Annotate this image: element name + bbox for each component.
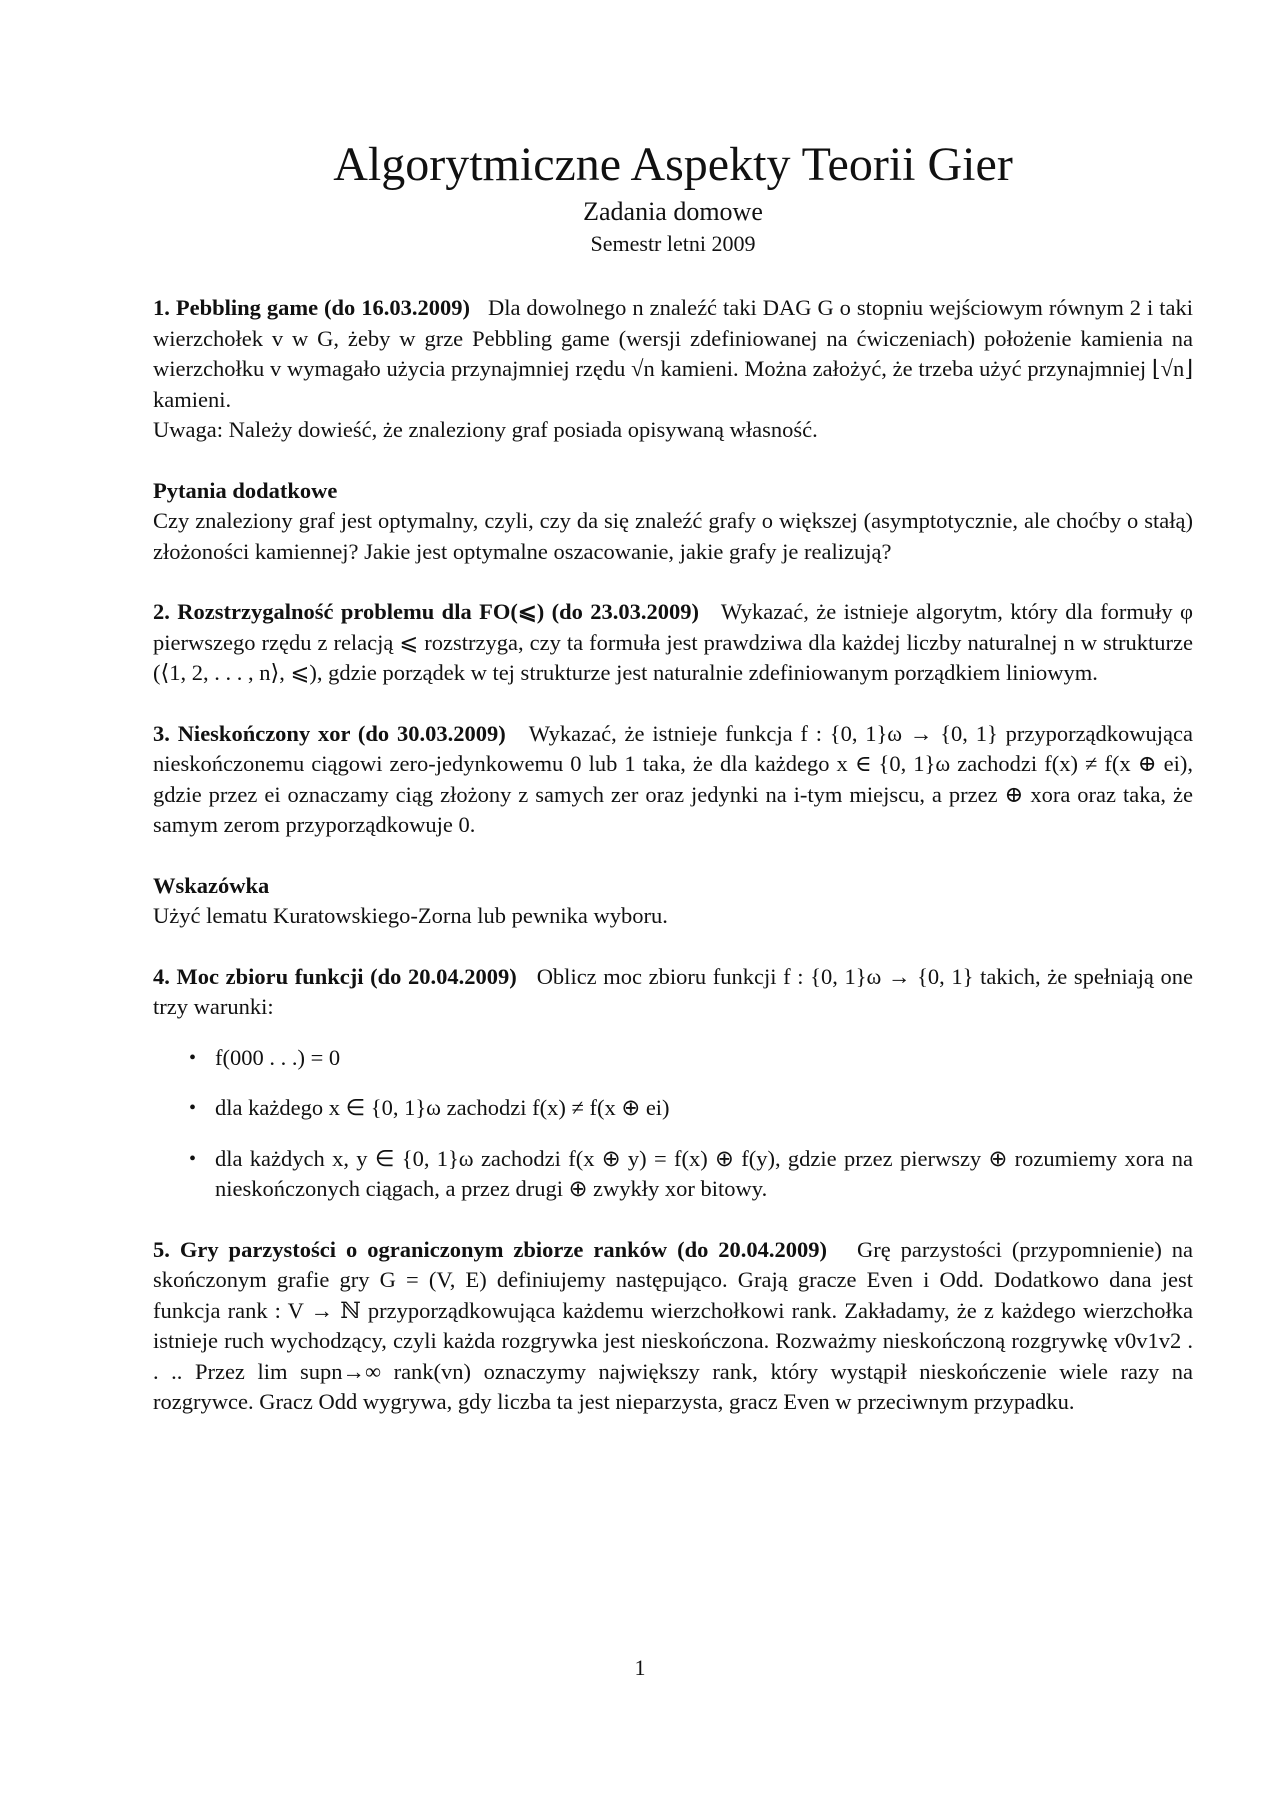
title-block bbox=[153, 135, 1193, 259]
hint-heading: Wskazówka bbox=[153, 872, 270, 898]
task-4-text: Oblicz moc zbioru funkcji f : {0, 1}ω → {0, 1} takich, że spełniają one trzy warunki: bbox=[153, 963, 1193, 1019]
document-page bbox=[153, 135, 1193, 1418]
task-4-conditions bbox=[153, 1043, 1193, 1205]
extra-questions bbox=[153, 476, 1193, 568]
task-1-text: Dla dowolnego n znaleźć taki DAG G o stopniu wejściowym równym 2 i taki wierzchołek v w G, żeby w grze Pebbling game (wersji zdefiniowanej na ćwiczeniach) położenie kamienia na wierzchołku v wymagało użycia przynajmniej rzędu √n kamieni. Można założyć, że trzeba użyć przynajmniej ⌊√n⌋ kamieni. bbox=[153, 295, 1193, 412]
task-1-paragraph bbox=[153, 293, 1193, 415]
task-1-heading: 1. Pebbling game (do 16.03.2009) bbox=[153, 295, 471, 320]
semester-line: Semestr letni 2009 bbox=[590, 231, 756, 256]
document-subtitle: Zadania domowe bbox=[583, 197, 763, 226]
hint bbox=[153, 871, 1193, 932]
document-title: Algorytmiczne Aspekty Teorii Gier bbox=[333, 138, 1013, 191]
task-4-paragraph bbox=[153, 962, 1193, 1023]
extra-questions-heading: Pytania dodatkowe bbox=[153, 477, 338, 503]
bullet-icon: • bbox=[189, 1147, 197, 1170]
task-1 bbox=[153, 293, 1193, 446]
list-item: • dla każdych x, y ∈ {0, 1}ω zachodzi f(x ⊕ y) = f(x) ⊕ f(y), gdzie przez pierwszy ⊕ rozumiemy xora na nieskończonych ciągach, a przez drugi ⊕ zwykły xor bitowy. bbox=[189, 1145, 1193, 1201]
task-3-heading: 3. Nieskończony xor (do 30.03.2009) bbox=[153, 720, 506, 746]
task-4-heading: 4. Moc zbioru funkcji (do 20.04.2009) bbox=[153, 963, 517, 989]
task-3 bbox=[153, 719, 1193, 841]
list-item: • f(000 . . .) = 0 bbox=[153, 1043, 1193, 1074]
bullet-icon: • bbox=[189, 1046, 197, 1069]
task-5 bbox=[153, 1235, 1193, 1418]
task-5-text: Grę parzystości (przypomnienie) na skończonym grafie gry G = (V, E) definiujemy następująco. Grają gracze Even i Odd. Dodatkowo dana jest funkcja rank : V → ℕ przyporządkowująca każdemu wierzchołkowi rank. Zakładamy, że z każdego wierzchołka istnieje ruch wychodzący, czyli każda rozgrywka jest nieskończona. Rozważmy nieskończoną rozgrywkę v0v1v2 . . .. Przez lim supn→∞ rank(vn) oznaczymy największy rank, który wystąpił nieskończenie wiele razy na rozgrywce. Gracz Odd wygrywa, gdy liczba ta jest nieparzysta, gracz Even w przeciwnym przypadku. bbox=[153, 1236, 1194, 1414]
task-2-text: Wykazać, że istnieje algorytm, który dla formuły φ pierwszego rzędu z relacją ⩽ rozstrzyga, czy ta formuła jest prawdziwa dla każdej liczby naturalnej n w strukturze (⟨1, 2, . . . , n⟩, ⩽), gdzie porządek w tej strukturze jest naturalnie zdefiniowanym porządkiem liniowym. bbox=[153, 599, 1194, 685]
task-1-note: Uwaga: Należy dowieść, że znaleziony graf posiada opisywaną własność. bbox=[153, 417, 818, 442]
task-3-paragraph bbox=[153, 719, 1193, 841]
page-number: 1 bbox=[634, 1655, 646, 1680]
task-2-heading: 2. Rozstrzygalność problemu dla FO(⩽) (do 23.03.2009) bbox=[153, 599, 700, 624]
task-2-paragraph bbox=[153, 597, 1193, 689]
task-4 bbox=[153, 962, 1193, 1205]
task-3-text: Wykazać, że istnieje funkcja f : {0, 1}ω → {0, 1} przyporządkowująca nieskończonemu ciągowi zero-jedynkowemu 0 lub 1 taka, że dla każdego x ∈ {0, 1}ω zachodzi f(x) ≠ f(x ⊕ ei), gdzie przez ei oznaczamy ciąg złożony z samych zer oraz jedynki na i-tym miejscu, a przez ⊕ xora oraz taka, że samym zerom przyporządkowuje 0. bbox=[153, 720, 1194, 837]
task-2 bbox=[153, 597, 1193, 689]
hint-text: Użyć lematu Kuratowskiego-Zorna lub pewnika wyboru. bbox=[153, 903, 668, 928]
list-item: • dla każdego x ∈ {0, 1}ω zachodzi f(x) ≠ f(x ⊕ ei) bbox=[153, 1093, 1193, 1124]
bullet-icon: • bbox=[189, 1097, 197, 1119]
task-5-paragraph bbox=[153, 1235, 1193, 1418]
extra-questions-text: Czy znaleziony graf jest optymalny, czyli, czy da się znaleźć grafy o większej (asymptotycznie, ale choćby o stałą) złożoności kamiennej? Jakie jest optymalne oszacowanie, jakie grafy je realizują? bbox=[153, 508, 1193, 564]
task-5-heading: 5. Gry parzystości o ograniczonym zbiorze ranków (do 20.04.2009) bbox=[153, 1236, 828, 1262]
